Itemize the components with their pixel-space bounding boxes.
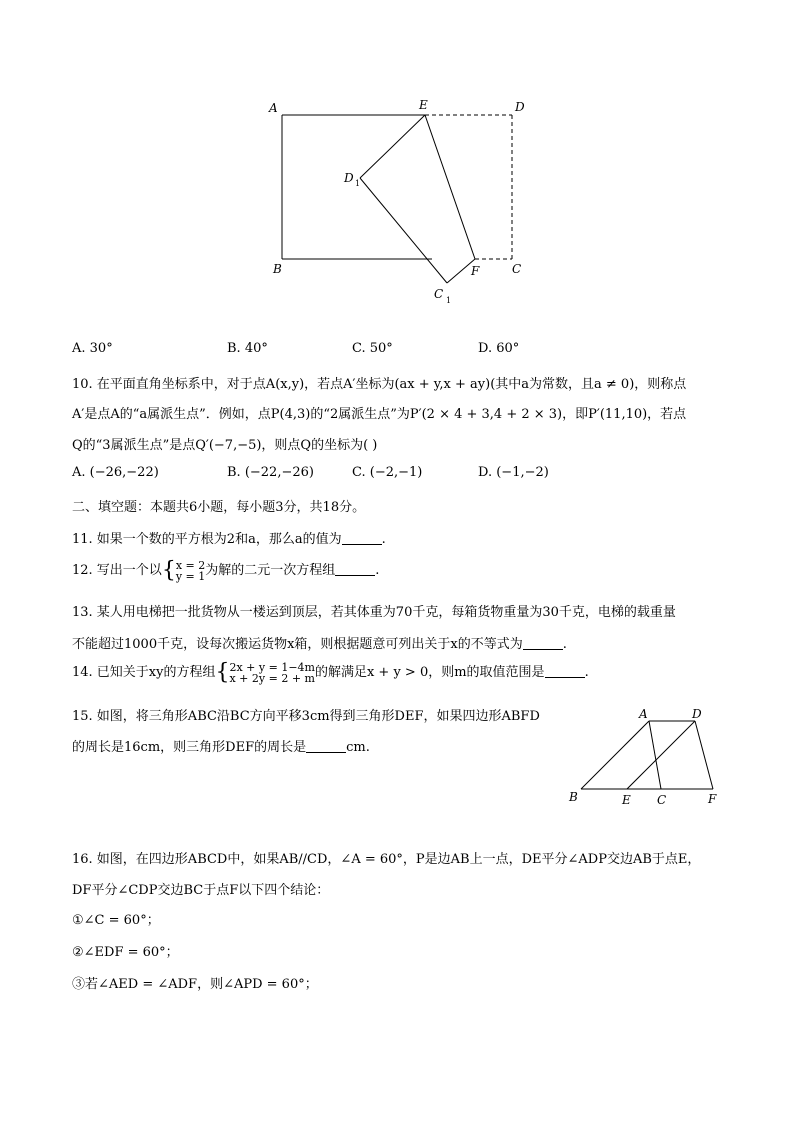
q13-answer-blank[interactable] — [523, 637, 563, 650]
q15-end: cm. — [346, 740, 370, 755]
q14-answer-blank[interactable] — [545, 665, 585, 678]
q12 — [72, 558, 379, 583]
q12-eq2: y = 1 — [175, 569, 206, 583]
fig9-label-F: F — [471, 264, 480, 278]
q10-option-a[interactable]: A. (−26,−22) — [72, 465, 159, 480]
q15-figure — [565, 705, 730, 810]
fig15-AB — [581, 721, 649, 789]
q16-item2: ②∠EDF = 60°； — [72, 945, 179, 960]
fig9-label-A: A — [269, 101, 278, 115]
fig15-label-C: C — [657, 793, 667, 807]
q13-line2 — [72, 633, 567, 652]
q16-item3: ③若∠AED = ∠ADF，则∠APD = 60°； — [72, 977, 318, 992]
fig15-label-B: B — [569, 790, 578, 804]
q9-option-a[interactable]: A. 30° — [72, 341, 113, 356]
q9-option-b[interactable]: B. 40° — [227, 341, 268, 356]
q13-line1: 13. 某人用电梯把一批货物从一楼运到顶层，若其体重为70千克，每箱货物重量为30千克，电梯的载重量 — [72, 605, 676, 620]
fig15-DE — [627, 721, 695, 789]
q15-line2 — [72, 736, 370, 755]
q9-figure — [260, 95, 540, 310]
q14-pre: 14. 已知关于xy的方程组 — [72, 665, 216, 680]
q10-option-d[interactable]: D. (−1,−2) — [478, 465, 549, 480]
q11 — [72, 528, 386, 547]
q11-answer-blank[interactable] — [342, 532, 382, 545]
fig9-label-D: D — [515, 100, 525, 114]
q14-post: 的解满足x + y > 0，则m的取值范围是 — [314, 665, 545, 680]
q12-eq1: x = 2 — [175, 558, 206, 572]
fig9-label-E: E — [419, 98, 428, 112]
fig9-fold-D1C1 — [360, 178, 447, 283]
q15-line2-text: 的周长是16cm，则三角形DEF的周长是 — [72, 740, 307, 755]
q12-pre: 12. 写出一个以 — [72, 563, 162, 578]
q10-line2: A′是点A的“a属派生点”．例如，点P(4,3)的“2属派生点”为P′(2 × 4 + 3,4 + 2 × 3)，即P′(11,10)，若点 — [72, 407, 687, 422]
fig15-label-F: F — [708, 792, 717, 806]
q10-line1: 10. 在平面直角坐标系中，对于点A(x,y)，若点A′坐标为(ax + y,x + ay)(其中a为常数，且a ≠ 0)，则称点 — [72, 377, 687, 392]
q10-line3: Q的“3属派生点”是点Q′(−7,−5)，则点Q的坐标为( ) — [72, 438, 378, 453]
q13-line2-text: 不能超过1000千克，设每次搬运货物x箱，则根据题意可列出关于x的不等式为 — [72, 637, 523, 652]
q12-post: 为解的二元一次方程组 — [205, 563, 336, 578]
fig9-label-C: C — [512, 262, 522, 276]
q10-option-b[interactable]: B. (−22,−26) — [227, 465, 314, 480]
q11-end: . — [381, 532, 386, 547]
q12-system — [176, 560, 205, 582]
q11-text: 11. 如果一个数的平方根为2和a，那么a的值为 — [72, 532, 342, 547]
q15-answer-blank[interactable] — [306, 740, 346, 753]
fig15-label-E: E — [622, 793, 631, 807]
q16-line2: DF平分∠CDP交边BC于点F以下四个结论： — [72, 883, 330, 898]
q14-system — [229, 662, 314, 684]
fig9-label-B: B — [273, 262, 282, 276]
q10-option-c[interactable]: C. (−2,−1) — [352, 465, 423, 480]
q16-item1: ①∠C = 60°； — [72, 913, 160, 928]
fig9-label-D1: D — [344, 171, 354, 185]
fig9-fold-ED1 — [360, 115, 425, 178]
q15-line1: 15. 如图，将三角形ABC沿BC方向平移3cm得到三角形DEF，如果四边形ABFD — [72, 709, 540, 724]
fig9-label-C1-sub: 1 — [446, 296, 452, 305]
fig15-AC — [649, 721, 661, 789]
fig15-label-A: A — [639, 707, 648, 721]
fig9-label-D1-sub: 1 — [355, 179, 361, 188]
q9-option-d[interactable]: D. 60° — [478, 341, 520, 356]
q14-end: . — [584, 665, 589, 680]
q9-option-c[interactable]: C. 50° — [352, 341, 393, 356]
q13-end: . — [562, 637, 567, 652]
q14-brace: { — [215, 660, 230, 685]
section-heading-fill-in: 二、填空题：本题共6小题，每小题3分，共18分。 — [72, 500, 366, 515]
q14-eq1: 2x + y = 1−4m — [229, 660, 315, 674]
q12-answer-blank[interactable] — [335, 563, 375, 576]
fig9-label-C1: C — [434, 287, 444, 301]
fig9-crease-EF — [425, 115, 475, 259]
fig15-DF — [695, 721, 713, 789]
q16-line1: 16. 如图，在四边形ABCD中，如果AB//CD，∠A = 60°，P是边AB上一点，DE平分∠ADP交边AB于点E， — [72, 852, 701, 867]
q14-eq2: x + 2y = 2 + m — [229, 671, 315, 685]
fig15-label-D: D — [692, 707, 702, 721]
q12-end: . — [375, 563, 380, 578]
q14 — [72, 660, 589, 685]
q12-brace: { — [161, 558, 176, 583]
